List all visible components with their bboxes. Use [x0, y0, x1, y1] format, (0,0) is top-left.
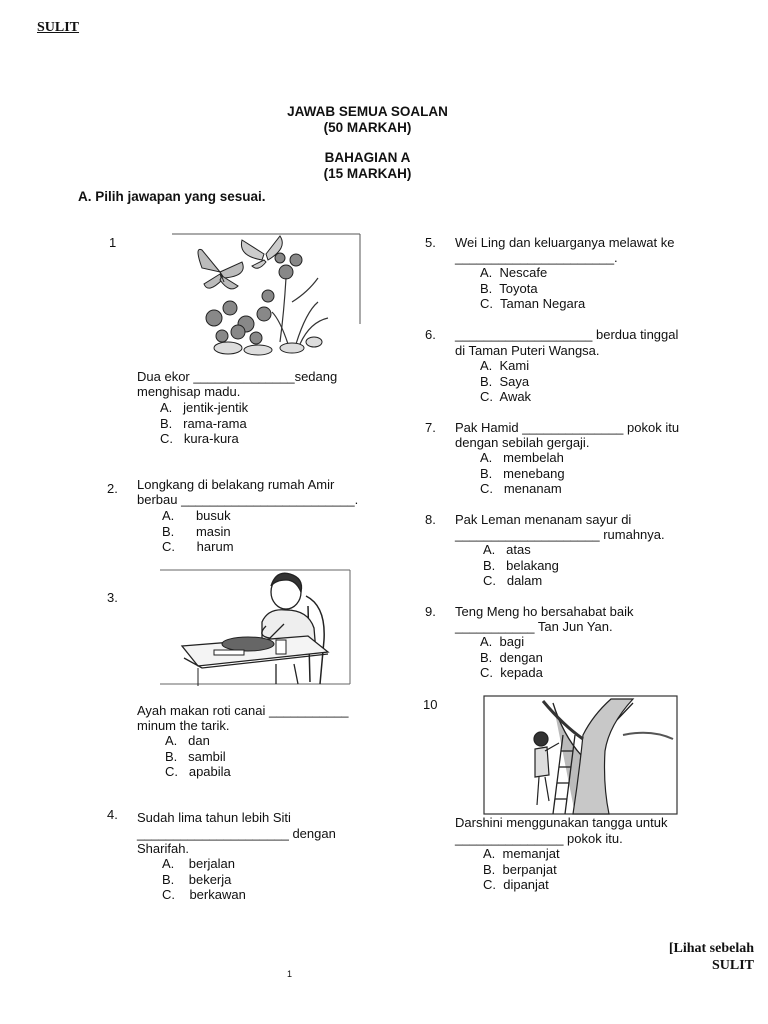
q1-text-line1: Dua ekor ______________sedang	[137, 369, 338, 384]
q4-option-c[interactable]: C. berkawan	[162, 887, 246, 902]
q4-number: 4.	[107, 807, 118, 822]
q2-text-line1: Longkang di belakang rumah Amir	[137, 477, 335, 492]
man-eating-at-table-illustration	[158, 566, 352, 688]
q4-text-line2: _____________________ dengan	[137, 826, 336, 841]
q3-option-b[interactable]: B. sambil	[165, 748, 226, 764]
q9-options	[480, 634, 543, 681]
section-title: BAHAGIAN A	[324, 150, 411, 165]
q8-number: 8.	[425, 512, 436, 527]
q10-option-c[interactable]: C. dipanjat	[483, 877, 549, 892]
q5-option-a[interactable]: A. Nescafe	[480, 265, 548, 280]
q6-text-line1: ___________________ berdua tinggal	[455, 327, 679, 342]
q5-options	[480, 265, 585, 312]
q2-number: 2.	[107, 481, 118, 496]
q9-number: 9.	[425, 604, 436, 619]
q10-option-a[interactable]: A. memanjat	[483, 846, 560, 861]
q3-text-line1: Ayah makan roti canai ___________	[137, 703, 349, 718]
exam-title: JAWAB SEMUA SOALAN	[287, 104, 448, 119]
q7-option-a[interactable]: A. membelah	[480, 450, 564, 465]
q6-option-c[interactable]: C. Awak	[480, 389, 532, 404]
q1-options	[160, 400, 248, 447]
q7-text-line2: dengan sebilah gergaji.	[455, 435, 590, 450]
q3-option-c[interactable]: C. apabila	[165, 764, 231, 779]
exam-total-marks: (50 MARKAH)	[323, 120, 412, 135]
butterfly-icon	[198, 249, 243, 289]
q7-option-b[interactable]: B. menebang	[480, 465, 565, 481]
q9-text-line2: ___________ Tan Jun Yan.	[455, 619, 613, 634]
q1-number: 1	[109, 235, 117, 250]
q8-option-c[interactable]: C. dalam	[483, 573, 543, 588]
q2-option-c[interactable]: C. harum	[162, 539, 234, 554]
q5-text-line1: Wei Ling dan keluarganya melawat ke	[455, 235, 675, 250]
q2-option-b[interactable]: B. masin	[162, 523, 231, 539]
q4-text-line1: Sudah lima tahun lebih Siti	[137, 810, 291, 825]
q3-number: 3.	[107, 590, 118, 605]
footer-lihat-sebelah: [Lihat sebelah	[668, 941, 754, 956]
q1-text-line2: menghisap madu.	[137, 384, 241, 399]
instruction: A. Pilih jawapan yang sesuai.	[78, 189, 266, 204]
q9-option-a[interactable]: A. bagi	[480, 634, 525, 649]
q4-option-b[interactable]: B. bekerja	[162, 871, 232, 887]
q7-option-c[interactable]: C. menanam	[480, 481, 562, 496]
butterfly-icon	[241, 236, 282, 268]
q3-option-a[interactable]: A. dan	[165, 733, 210, 748]
q10-options	[483, 846, 560, 893]
q5-text-line2: ______________________.	[455, 250, 618, 265]
sulit-label-bottom: SULIT	[711, 958, 754, 973]
q1-option-b[interactable]: B. rama-rama	[160, 415, 247, 431]
q8-options	[483, 542, 559, 589]
q9-option-b[interactable]: B. dengan	[480, 649, 543, 665]
q7-text-line1: Pak Hamid ______________ pokok itu	[455, 420, 680, 435]
q4-text-line3: Sharifah.	[137, 841, 190, 856]
q6-text-line2: di Taman Puteri Wangsa.	[455, 343, 600, 358]
q8-text-line2: ____________________ rumahnya.	[455, 527, 665, 542]
page-number: 1	[287, 969, 293, 979]
q9-text-line1: Teng Meng ho bersahabat baik	[455, 604, 634, 619]
q5-option-b[interactable]: B. Toyota	[480, 280, 538, 296]
q2-options	[162, 508, 234, 555]
q4-options	[162, 856, 246, 903]
section-marks: (15 MARKAH)	[323, 166, 412, 181]
q2-option-a[interactable]: A. busuk	[162, 508, 231, 523]
q8-option-a[interactable]: A. atas	[483, 542, 531, 557]
man-figure	[262, 573, 316, 684]
q4-option-a[interactable]: A. berjalan	[162, 856, 235, 871]
sulit-label-top: SULIT	[37, 20, 80, 35]
q2-text-line2: berbau ________________________.	[137, 492, 359, 507]
q6-option-b[interactable]: B. Saya	[480, 373, 530, 389]
q10-option-b[interactable]: B. berpanjat	[483, 861, 557, 877]
q5-option-c[interactable]: C. Taman Negara	[480, 296, 586, 311]
q3-options	[165, 733, 231, 780]
q10-text-line1: Darshini menggunakan tangga untuk	[455, 815, 668, 830]
q3-text-line2: minum the tarik.	[137, 718, 230, 733]
q7-options	[480, 450, 565, 497]
q9-option-c[interactable]: C. kepada	[480, 665, 543, 680]
butterflies-flowers-illustration	[168, 232, 364, 356]
girl-climbing-ladder-tree-illustration	[483, 695, 679, 816]
q10-number: 10	[423, 697, 438, 712]
q6-option-a[interactable]: A. Kami	[480, 358, 530, 373]
q7-number: 7.	[425, 420, 436, 435]
q6-number: 6.	[425, 327, 436, 342]
q10-text-line2: _______________ pokok itu.	[455, 831, 623, 846]
q6-options	[480, 358, 531, 405]
q1-option-c[interactable]: C. kura-kura	[160, 431, 239, 446]
q8-text-line1: Pak Leman menanam sayur di	[455, 512, 632, 527]
q8-option-b[interactable]: B. belakang	[483, 557, 559, 573]
q1-option-a[interactable]: A. jentik-jentik	[160, 400, 249, 415]
q5-number: 5.	[425, 235, 436, 250]
